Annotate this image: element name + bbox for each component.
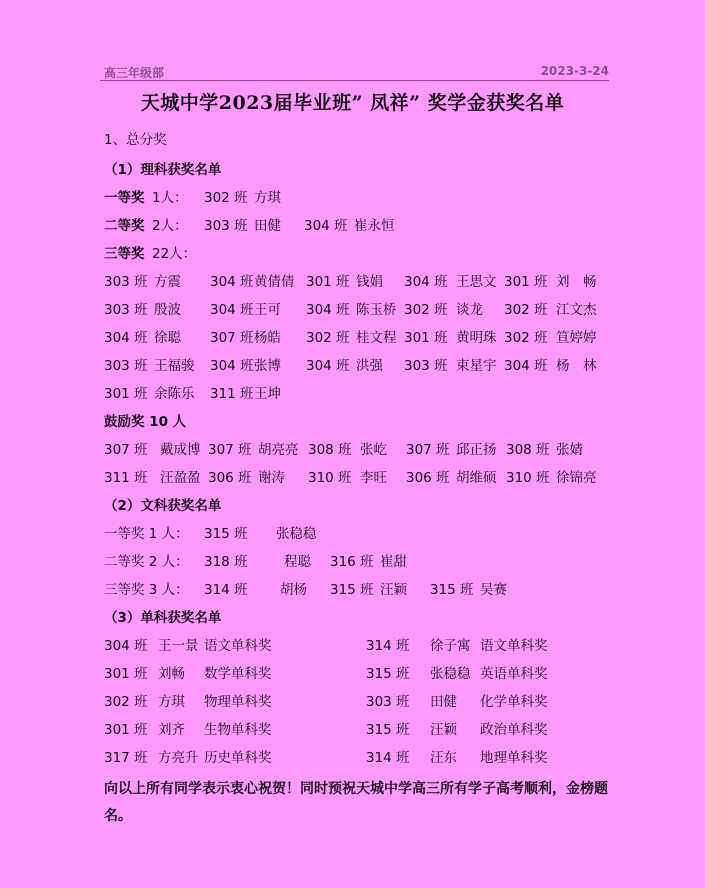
- page-title: 天城中学2023届毕业班” 凤祥” 奖学金获奖名单: [140, 92, 565, 114]
- class: 302 班: [306, 330, 350, 346]
- student: 张屹: [360, 442, 387, 458]
- prize-label: 三等奖: [104, 246, 145, 262]
- section-total-award: 1、总分奖: [104, 132, 167, 148]
- class: 304 班: [304, 218, 348, 234]
- student: 胡杨: [280, 582, 307, 598]
- class: 301 班: [104, 386, 148, 402]
- student: 黄明珠: [456, 330, 497, 346]
- class: 303 班: [204, 218, 248, 234]
- class: 304 班: [104, 638, 148, 654]
- class: 304 班: [210, 358, 254, 374]
- prize-label: 一等奖 1 人：: [104, 526, 189, 542]
- student: 束星宇: [456, 358, 497, 374]
- student: 王可: [254, 302, 281, 318]
- header-divider: [100, 80, 609, 81]
- student: 刘齐: [158, 722, 185, 738]
- class: 302 班: [404, 302, 448, 318]
- class: 307 班: [104, 442, 148, 458]
- closing-message: 向以上所有同学表示衷心祝贺！同时预祝天城中学高三所有学子高考顺利，金榜题名。: [104, 781, 608, 824]
- award-name: 语文单科奖: [204, 638, 272, 654]
- student: 桂文程: [356, 330, 397, 346]
- student: 方琪: [158, 694, 185, 710]
- prize-count: 22人：: [152, 246, 197, 262]
- class: 315 班: [366, 722, 410, 738]
- student: 汪颖: [380, 582, 407, 598]
- student: 张稳稳: [276, 526, 317, 542]
- award-name: 生物单科奖: [204, 722, 272, 738]
- class: 304 班: [104, 330, 148, 346]
- student: 王一景: [158, 638, 199, 654]
- student: 余陈乐: [154, 386, 195, 402]
- student: 张稳稳: [430, 666, 471, 682]
- class: 310 班: [506, 470, 550, 486]
- class: 317 班: [104, 750, 148, 766]
- class: 304 班: [210, 302, 254, 318]
- student: 刘 畅: [556, 274, 597, 290]
- student: 徐子寓: [430, 638, 471, 654]
- class: 306 班: [406, 470, 450, 486]
- class: 306 班: [208, 470, 252, 486]
- student: 吴赛: [480, 582, 507, 598]
- student: 崔永恒: [354, 218, 395, 234]
- header-department: 高三年级部: [104, 66, 165, 80]
- student: 戴成博: [160, 442, 201, 458]
- class: 302 班: [204, 190, 248, 206]
- student: 胡维硕: [456, 470, 497, 486]
- class: 304 班: [306, 358, 350, 374]
- class: 316 班: [330, 554, 374, 570]
- award-name: 地理单科奖: [480, 750, 548, 766]
- student: 徐聪: [154, 330, 181, 346]
- class: 301 班: [104, 722, 148, 738]
- class: 307 班: [406, 442, 450, 458]
- class: 315 班: [430, 582, 474, 598]
- student: 方震: [154, 274, 181, 290]
- student: 王福骏: [154, 358, 195, 374]
- class: 304 班: [404, 274, 448, 290]
- class: 311 班: [210, 386, 254, 402]
- student: 崔甜: [380, 554, 407, 570]
- student: 汪盈盈: [160, 470, 201, 486]
- student: 殷波: [154, 302, 181, 318]
- class: 301 班: [504, 274, 548, 290]
- award-name: 语文单科奖: [480, 638, 548, 654]
- class: 315 班: [330, 582, 374, 598]
- student: 王思文: [456, 274, 497, 290]
- award-name: 历史单科奖: [204, 750, 272, 766]
- student: 江文杰: [556, 302, 597, 318]
- class: 310 班: [308, 470, 352, 486]
- student: 笪婷婷: [556, 330, 597, 346]
- student: 李旺: [360, 470, 387, 486]
- student: 杨皓: [254, 330, 281, 346]
- prize-label: 二等奖: [104, 218, 145, 234]
- class: 314 班: [204, 582, 248, 598]
- single-subject-heading: （3）单科获奖名单: [104, 610, 222, 626]
- class: 302 班: [504, 330, 548, 346]
- class: 304 班: [504, 358, 548, 374]
- science-heading: （1）理科获奖名单: [104, 162, 222, 178]
- prize-count: 2人：: [152, 218, 188, 234]
- prize-label: 一等奖: [104, 190, 145, 206]
- class: 303 班: [104, 302, 148, 318]
- class: 301 班: [306, 274, 350, 290]
- class: 315 班: [204, 526, 248, 542]
- class: 303 班: [104, 358, 148, 374]
- student: 钱娟: [356, 274, 383, 290]
- class: 307 班: [208, 442, 252, 458]
- class: 304 班: [210, 274, 254, 290]
- class: 302 班: [104, 694, 148, 710]
- class: 315 班: [366, 666, 410, 682]
- student: 汪颖: [430, 722, 457, 738]
- encourage-prize-heading: 鼓励奖 10 人: [104, 414, 187, 430]
- award-name: 英语单科奖: [480, 666, 548, 682]
- student: 胡亮亮: [258, 442, 299, 458]
- class: 304 班: [306, 302, 350, 318]
- prize-count: 1人：: [152, 190, 188, 206]
- student: 方亮升: [158, 750, 199, 766]
- class: 314 班: [366, 638, 410, 654]
- student: 张博: [254, 358, 281, 374]
- award-name: 化学单科奖: [480, 694, 548, 710]
- award-name: 政治单科奖: [480, 722, 548, 738]
- student: 谈龙: [456, 302, 483, 318]
- student: 程聪: [284, 554, 311, 570]
- class: 303 班: [404, 358, 448, 374]
- student: 谢涛: [258, 470, 285, 486]
- class: 311 班: [104, 470, 148, 486]
- award-name: 物理单科奖: [204, 694, 272, 710]
- student: 王坤: [254, 386, 281, 402]
- student: 杨 林: [556, 358, 597, 374]
- student: 张婧: [556, 442, 583, 458]
- student: 陈玉桥: [356, 302, 397, 318]
- student: 邱正扬: [456, 442, 497, 458]
- student: 方琪: [254, 190, 281, 206]
- class: 314 班: [366, 750, 410, 766]
- prize-label: 三等奖 3 人：: [104, 582, 189, 598]
- class: 301 班: [104, 666, 148, 682]
- class: 308 班: [308, 442, 352, 458]
- header-date: 2023-3-24: [540, 64, 609, 78]
- class: 301 班: [404, 330, 448, 346]
- class: 302 班: [504, 302, 548, 318]
- student: 徐锦亮: [556, 470, 597, 486]
- liberal-arts-heading: （2）文科获奖名单: [104, 498, 222, 514]
- student: 田健: [254, 218, 281, 234]
- award-name: 数学单科奖: [204, 666, 272, 682]
- class: 303 班: [104, 274, 148, 290]
- student: 黄倩倩: [254, 274, 295, 290]
- class: 303 班: [366, 694, 410, 710]
- class: 307 班: [210, 330, 254, 346]
- student: 田健: [430, 694, 457, 710]
- prize-label: 二等奖 2 人：: [104, 554, 189, 570]
- class: 318 班: [204, 554, 248, 570]
- class: 308 班: [506, 442, 550, 458]
- student: 刘畅: [158, 666, 185, 682]
- student: 汪东: [430, 750, 457, 766]
- student: 洪强: [356, 358, 383, 374]
